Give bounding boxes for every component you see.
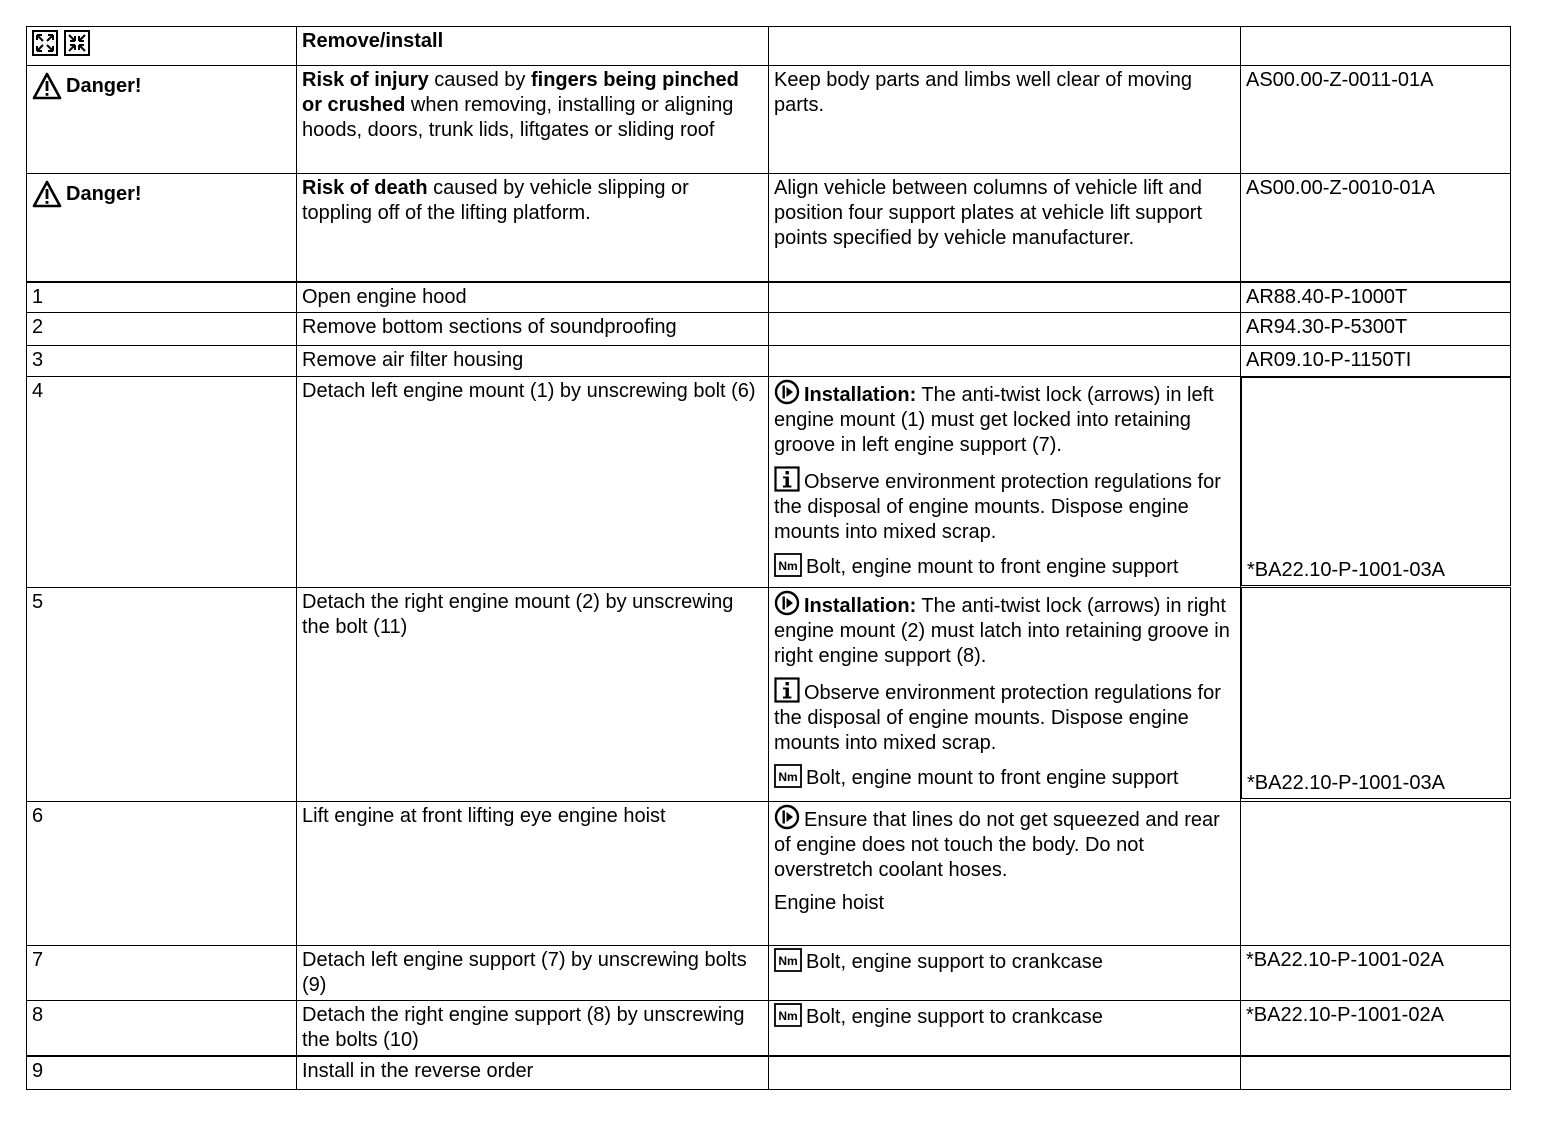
step-ref[interactable]: *BA22.10-P-1001-02A: [1241, 945, 1511, 1000]
step-text: Detach left engine support (7) by unscrewing bolts (9): [297, 945, 769, 1000]
warning-ref[interactable]: AS00.00-Z-0010-01A: [1241, 174, 1511, 282]
installation-icon: [774, 590, 800, 616]
step-row: [27, 1000, 1511, 1056]
warning-text: Risk of death caused by vehicle slipping or toppling off of the lifting platform.: [297, 174, 769, 282]
installation-icon: [774, 379, 800, 405]
info-icon: [774, 677, 800, 703]
step-ref[interactable]: *BA22.10-P-1001-03A: [1241, 587, 1511, 799]
info-icon: [774, 466, 800, 492]
info-note: Observe environment protection regulations for the disposal of engine mounts. Dispose engine mounts into mixed scrap.: [774, 466, 1236, 545]
danger-label: Danger!: [32, 180, 142, 208]
warning-triangle-icon: [32, 180, 62, 208]
warning-row: [27, 66, 1511, 174]
step-ref[interactable]: *BA22.10-P-1001-02A: [1241, 1000, 1511, 1056]
step-number: 2: [27, 312, 297, 345]
step-number: 6: [27, 801, 297, 945]
step-notes: [769, 801, 1241, 945]
warning-text: Risk of injury caused by fingers being pinched or crushed when removing, installing or aligning hoods, doors, trunk lids, liftgates or sliding roof: [297, 66, 769, 174]
step-notes: [769, 587, 1241, 801]
header-title: Remove/install: [297, 27, 769, 66]
warning-triangle-icon: [32, 72, 62, 100]
step-number: 7: [27, 945, 297, 1000]
step-notes: [769, 945, 1241, 1000]
step-ref[interactable]: AR88.40-P-1000T: [1241, 282, 1511, 313]
step-ref[interactable]: AR94.30-P-5300T: [1241, 312, 1511, 345]
step-text: Install in the reverse order: [297, 1056, 769, 1089]
step-row: [27, 345, 1511, 376]
step-number: 5: [27, 587, 297, 801]
step-text: Remove bottom sections of soundproofing: [297, 312, 769, 345]
torque-nm-icon: [774, 764, 802, 788]
warning-action: Keep body parts and limbs well clear of moving parts.: [769, 66, 1241, 174]
danger-label: Danger!: [32, 72, 142, 100]
step-text: Detach the right engine support (8) by unscrewing the bolts (10): [297, 1000, 769, 1056]
step-number: 3: [27, 345, 297, 376]
step-notes: [769, 376, 1241, 587]
warning-ref[interactable]: AS00.00-Z-0011-01A: [1241, 66, 1511, 174]
caution-icon: [774, 804, 800, 830]
torque-note: Bolt, engine mount to front engine support: [774, 553, 1236, 580]
step-text: Detach left engine mount (1) by unscrewing bolt (6): [297, 376, 769, 587]
installation-note: Installation: The anti-twist lock (arrows) in right engine mount (2) must latch into retaining groove in right engine support (8).: [774, 590, 1236, 669]
step-notes: [769, 1000, 1241, 1056]
torque-note: Bolt, engine mount to front engine support: [774, 764, 1236, 791]
warning-action: Align vehicle between columns of vehicle lift and position four support plates at vehicle lift support points specified by vehicle manufacturer.: [769, 174, 1241, 282]
header-icons-cell: [27, 27, 297, 66]
step-row: [27, 945, 1511, 1000]
step-number: 4: [27, 376, 297, 587]
installation-note: Installation: The anti-twist lock (arrows) in left engine mount (1) must get locked into retaining groove in left engine support (7).: [774, 379, 1236, 458]
torque-note: Bolt, engine support to crankcase: [774, 1003, 1236, 1030]
torque-nm-icon: [774, 948, 802, 972]
procedure-table: [26, 26, 1511, 1090]
step-number: 1: [27, 282, 297, 313]
step-row: [27, 1056, 1511, 1089]
step-text: Open engine hood: [297, 282, 769, 313]
expand-icon[interactable]: [32, 30, 58, 56]
step-row: [27, 801, 1511, 945]
step-row: [27, 312, 1511, 345]
step-row: [27, 376, 1511, 587]
torque-note: Bolt, engine support to crankcase: [774, 948, 1236, 975]
step-text: Remove air filter housing: [297, 345, 769, 376]
step-number: 9: [27, 1056, 297, 1089]
header-row: [27, 27, 1511, 66]
torque-nm-icon: [774, 1003, 802, 1027]
step-row: [27, 587, 1511, 801]
step-ref[interactable]: AR09.10-P-1150TI: [1241, 345, 1511, 376]
step-number: 8: [27, 1000, 297, 1056]
tool-note: Engine hoist: [774, 891, 885, 914]
caution-note: Ensure that lines do not get squeezed and rear of engine does not touch the body. Do not overstretch coolant hoses.: [774, 804, 1236, 883]
step-row: [27, 282, 1511, 313]
step-text: Lift engine at front lifting eye engine hoist: [297, 801, 769, 945]
warning-row: [27, 174, 1511, 282]
collapse-icon[interactable]: [64, 30, 90, 56]
info-note: Observe environment protection regulations for the disposal of engine mounts. Dispose engine mounts into mixed scrap.: [774, 677, 1236, 756]
step-text: Detach the right engine mount (2) by unscrewing the bolt (11): [297, 587, 769, 801]
step-ref[interactable]: *BA22.10-P-1001-03A: [1241, 377, 1511, 586]
torque-nm-icon: [774, 553, 802, 577]
